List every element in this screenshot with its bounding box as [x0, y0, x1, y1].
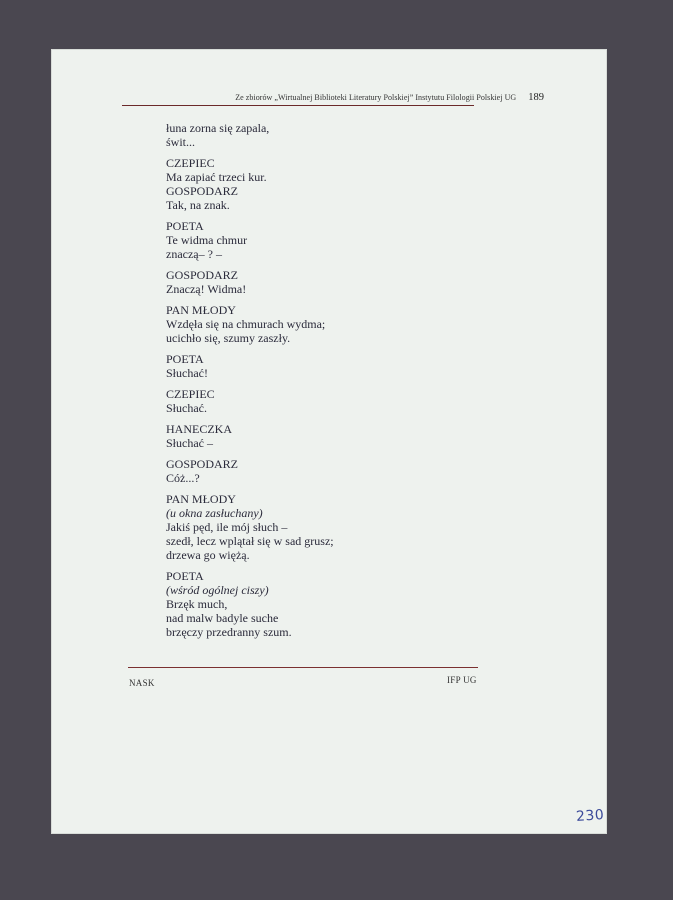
verse-line: Słuchać – [166, 436, 213, 450]
speech-block [166, 268, 466, 296]
drama-text [166, 121, 466, 646]
handwritten-page-number: 230 [575, 807, 605, 825]
verse-block [166, 121, 466, 149]
verse-line: ucichło się, szumy zaszły. [166, 331, 291, 345]
verse-line: Te widma chmur [166, 233, 248, 247]
footer-left-label: NASK [129, 678, 155, 688]
stage-direction: (wśród ogólnej ciszy) [166, 583, 269, 597]
verse-line: Jakiś pęd, ile mój słuch – [166, 520, 288, 534]
speaker-name: CZEPIEC [166, 387, 215, 401]
verse-line: brzęczy przedranny szum. [166, 625, 292, 639]
verse-line: Tak, na znak. [166, 198, 230, 212]
document-page [52, 50, 606, 833]
verse-line: Znaczą! Widma! [166, 282, 247, 296]
speech-block [166, 156, 466, 184]
speaker-name: POETA [166, 352, 204, 366]
speaker-name: CZEPIEC [166, 156, 215, 170]
speaker-name: POETA [166, 219, 204, 233]
footer-right-label: IFP UG [447, 675, 477, 685]
speech-block [166, 303, 466, 345]
speech-block [166, 422, 466, 450]
speaker-name: HANECZKA [166, 422, 232, 436]
verse-line: nad malw badyle suche [166, 611, 279, 625]
verse-line: Wzdęła się na chmurach wydma; [166, 317, 326, 331]
speech-block [166, 352, 466, 380]
speaker-name: GOSPODARZ [166, 457, 239, 471]
header-rule [122, 105, 474, 106]
footer-rule [128, 667, 478, 668]
page-header [122, 92, 544, 103]
verse-line: Ma zapiać trzeci kur. [166, 170, 267, 184]
verse-line: świt... [166, 135, 196, 149]
verse-line: drzewa go więżą. [166, 548, 250, 562]
stage-direction: (u okna zasłuchany) [166, 506, 263, 520]
speech-block [166, 184, 466, 212]
speaker-name: POETA [166, 569, 204, 583]
speaker-name: GOSPODARZ [166, 184, 239, 198]
verse-line: Cóż...? [166, 471, 200, 485]
verse-line: znaczą– ? – [166, 247, 222, 261]
header-text: Ze zbiorów „Wirtualnej Biblioteki Literatury Polskiej” Instytutu Filologii Polskiej UG [235, 93, 517, 102]
speech-block [166, 492, 466, 562]
speaker-name: PAN MŁODY [166, 492, 236, 506]
speech-block [166, 457, 466, 485]
speech-block [166, 569, 466, 639]
verse-line: szedł, lecz wplątał się w sad grusz; [166, 534, 334, 548]
verse-line: Słuchać! [166, 366, 208, 380]
speech-block [166, 219, 466, 261]
verse-line: Brzęk much, [166, 597, 228, 611]
verse-line: łuna zorna się zapala, [166, 121, 270, 135]
verse-line: Słuchać. [166, 401, 207, 415]
page-number: 189 [528, 92, 544, 103]
speech-block [166, 387, 466, 415]
speaker-name: PAN MŁODY [166, 303, 236, 317]
speaker-name: GOSPODARZ [166, 268, 239, 282]
